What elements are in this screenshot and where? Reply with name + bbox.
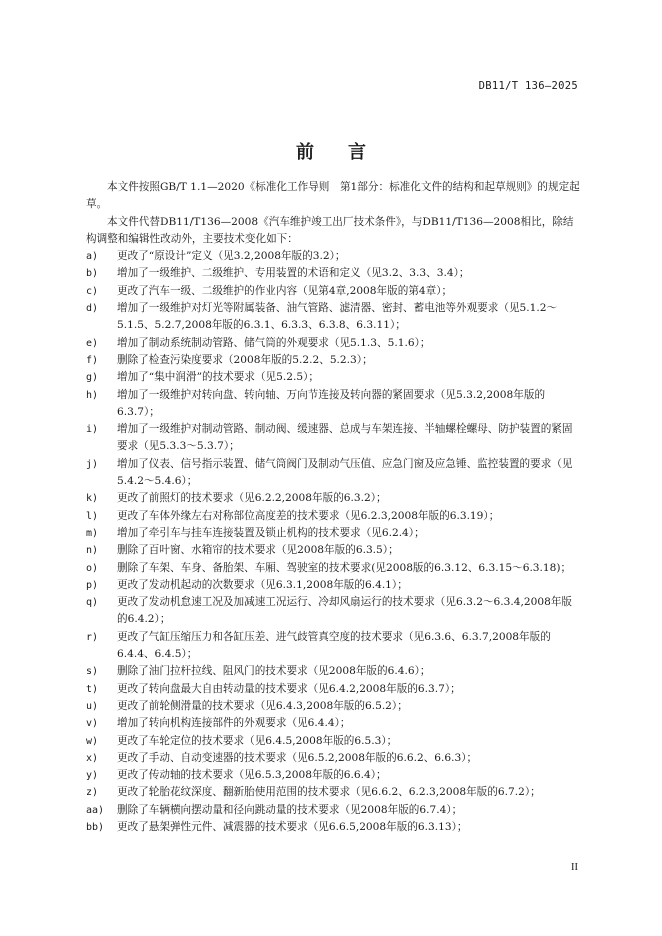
list-item-marker: aa) xyxy=(86,804,105,816)
list-item-text: 增加了一级维护、二级维护、专用装置的术语和定义（见3.2、3.3、3.4）； xyxy=(117,267,470,280)
list-item xyxy=(86,283,582,300)
list-item-marker: t) xyxy=(86,683,99,695)
list-item xyxy=(86,456,582,491)
list-item-text: 删除了车架、车身、备胎架、车厢、驾驶室的技术要求(见2008版的6.3.12、6.3.15～6.3.18)； xyxy=(117,561,572,574)
list-item-text: 删除了百叶窗、水箱帘的技术要求（见2008年版的6.3.5）； xyxy=(117,544,399,557)
list-item-text: 更改了发动机起动的次数要求（见6.3.1,2008年版的6.4.1）； xyxy=(117,578,408,591)
list-item xyxy=(86,369,582,386)
list-item-marker: k) xyxy=(86,493,99,505)
list-item xyxy=(86,767,582,784)
list-item-marker: a) xyxy=(86,251,99,263)
list-item xyxy=(86,525,582,542)
list-item-text: 增加了“集中润滑”的技术要求（见5.2.5）； xyxy=(117,371,319,384)
list-item-text: 删除了车辆横向摆动量和径向跳动量的技术要求（见2008年版的6.7.4）； xyxy=(117,803,463,816)
list-item-marker: x) xyxy=(86,752,99,764)
list-item-marker: o) xyxy=(86,562,99,574)
list-item-text: 增加了仪表、信号指示装置、储气筒阀门及制动气压值、应急门窗及应急锤、监控装置的要求（见5.4.2～5.4.6）； xyxy=(117,457,573,488)
list-item-marker: q) xyxy=(86,597,99,609)
list-item xyxy=(86,802,582,819)
list-item-text: 删除了油门拉杆拉线、阻风门的技术要求（见2008年版的6.4.6）； xyxy=(117,665,431,678)
list-item xyxy=(86,335,582,352)
list-item xyxy=(86,698,582,715)
document-body xyxy=(86,179,582,836)
list-item xyxy=(86,542,582,559)
list-item-text: 增加了制动系统制动管路、储气筒的外观要求（见5.1.3、5.1.6）； xyxy=(117,336,431,349)
list-item-marker: s) xyxy=(86,666,99,678)
change-list xyxy=(86,248,582,836)
list-item xyxy=(86,681,582,698)
list-item-marker: w) xyxy=(86,735,99,747)
list-item-marker: p) xyxy=(86,579,99,591)
list-item-marker: e) xyxy=(86,337,99,349)
list-item-marker: c) xyxy=(86,285,99,297)
list-item-text: 更改了“原设计”定义（见3.2,2008年版的3.2）； xyxy=(117,250,346,263)
list-item-text: 更改了车轮定位的技术要求（见6.4.5,2008年版的6.5.3）； xyxy=(117,734,398,747)
list-item-text: 更改了轮胎花纹深度、翻新胎使用范围的技术要求（见6.6.2、6.2.3,2008年版的6.7.2）； xyxy=(117,786,541,799)
page-number: II xyxy=(571,862,578,873)
list-item-text: 更改了转向盘最大自由转动量的技术要求（见6.4.2,2008年版的6.3.7）； xyxy=(117,682,461,695)
list-item xyxy=(86,300,582,335)
list-item-marker: bb) xyxy=(86,821,105,833)
list-item-text: 更改了汽车一级、二级维护的作业内容（见第4章,2008年版的第4章）； xyxy=(117,284,453,297)
list-item-marker: g) xyxy=(86,372,99,384)
list-item-text: 更改了前照灯的技术要求（见6.2.2,2008年版的6.3.2）； xyxy=(117,492,387,505)
paragraph-replacement-statement: 本文件代替DB11/T136—2008《汽车维护竣工出厂技术条件》，与DB11/T136—2008相比，除结构调整和编辑性改动外，主要技术变化如下： xyxy=(86,215,574,245)
list-item xyxy=(86,750,582,767)
list-item-text: 更改了气缸压缩压力和各缸压差、进气歧管真空度的技术要求（见6.3.6、6.3.7,2008年版的6.4.4、6.4.5）； xyxy=(117,630,551,661)
list-item xyxy=(86,663,582,680)
list-item xyxy=(86,733,582,750)
list-item-text: 更改了车体外缘左右对称部位高度差的技术要求（见6.2.3,2008年版的6.3.19）； xyxy=(117,509,500,522)
list-item xyxy=(86,508,582,525)
list-item xyxy=(86,560,582,577)
list-item-text: 增加了一级维护对转向盘、转向轴、万向节连接及转向器的紧固要求（见5.3.2,2008年版的6.3.7）； xyxy=(117,388,546,418)
list-item xyxy=(86,421,582,456)
list-item xyxy=(86,387,582,422)
list-item xyxy=(86,248,582,265)
list-item-text: 删除了检查污染度要求（2008年版的5.2.2、5.2.3）； xyxy=(117,353,373,366)
list-item xyxy=(86,594,582,629)
list-item-marker: h) xyxy=(86,389,99,401)
list-item-marker: m) xyxy=(86,527,99,539)
list-item-marker: d) xyxy=(86,303,99,315)
list-item-text: 增加了一级维护对制动管路、制动阀、缓速器、总成与车架连接、半轴螺栓螺母、防护装置的紧固要求（见5.3.3～5.3.7）； xyxy=(117,423,573,453)
list-item xyxy=(86,715,582,732)
list-item-marker: n) xyxy=(86,545,99,557)
list-item-marker: u) xyxy=(86,700,99,712)
list-item-marker: f) xyxy=(86,354,99,366)
list-item-marker: z) xyxy=(86,787,99,799)
list-item-marker: l) xyxy=(86,510,99,522)
list-item xyxy=(86,265,582,282)
list-item xyxy=(86,819,582,836)
list-item xyxy=(86,577,582,594)
list-item-marker: b) xyxy=(86,268,99,280)
page-title: 前言 xyxy=(296,142,400,163)
list-item-text: 增加了一级维护对灯光等附属装备、油气管路、滤清器、密封、蓄电池等外观要求（见5.1.2～5.1.5、5.2.7,2008年版的6.3.1、6.3.3、6.3.8、6.3.11）； xyxy=(117,302,558,332)
document-code: DB11/T 136—2025 xyxy=(478,80,578,92)
list-item-marker: v) xyxy=(86,718,99,730)
list-item-marker: r) xyxy=(86,631,99,643)
list-item-marker: i) xyxy=(86,424,99,436)
paragraph-drafting-basis: 本文件按照GB/T 1.1—2020《标准化工作导则 第1部分：标准化文件的结构和起草规则》的规定起草。 xyxy=(86,181,580,211)
list-item-text: 更改了传动轴的技术要求（见6.5.3,2008年版的6.6.4）； xyxy=(117,769,387,782)
list-item-text: 更改了发动机怠速工况及加减速工况运行、冷却风扇运行的技术要求（见6.3.2～6.3.4,2008年版的6.4.2）； xyxy=(117,596,573,626)
list-item-marker: j) xyxy=(86,458,99,470)
list-item xyxy=(86,629,582,664)
list-item-text: 更改了前轮侧滑量的技术要求（见6.4.3,2008年版的6.5.2）； xyxy=(117,699,408,712)
list-item-text: 更改了悬架弹性元件、减震器的技术要求（见6.6.5,2008年版的6.3.13）； xyxy=(117,820,468,833)
list-item-text: 更改了手动、自动变速器的技术要求（见6.5.2,2008年版的6.6.2、6.6.3）； xyxy=(117,751,478,764)
list-item xyxy=(86,352,582,369)
list-item-text: 增加了转向机构连接部件的外观要求（见6.4.4）； xyxy=(117,717,351,730)
list-item xyxy=(86,490,582,507)
list-item-marker: y) xyxy=(86,770,99,782)
list-item xyxy=(86,784,582,801)
list-item-text: 增加了牵引车与挂车连接装置及锁止机构的技术要求（见6.2.4）； xyxy=(117,526,425,539)
